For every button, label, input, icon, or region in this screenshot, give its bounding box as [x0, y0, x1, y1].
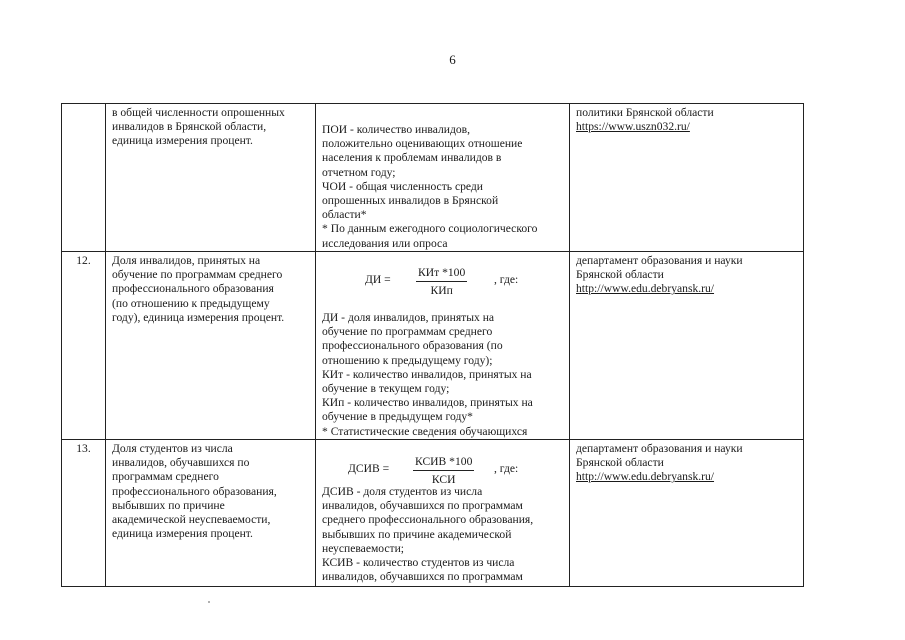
method-line: ДИ - доля инвалидов, принятых на	[322, 311, 495, 324]
indicators-table	[61, 103, 804, 587]
indicator-line: Доля студентов из числа	[112, 442, 233, 455]
formula-lhs: ДСИВ =	[348, 462, 390, 475]
formula-lhs: ДИ =	[365, 273, 391, 286]
method-cell	[322, 123, 537, 251]
formula-fraction	[416, 266, 467, 298]
method-line: КИт - количество инвалидов, принятых на	[322, 367, 532, 381]
source-line: департамент образования и науки	[576, 254, 743, 267]
method-cell	[322, 311, 533, 439]
method-line: обучение в предыдущем году*	[322, 410, 473, 424]
page-number: 6	[449, 52, 456, 67]
method-line: выбывших по причине академической	[322, 527, 512, 541]
indicator-line: единица измерения процент.	[112, 134, 253, 148]
scan-speck	[208, 601, 210, 603]
source-line: Брянской области	[576, 456, 664, 470]
indicator-cell	[112, 442, 277, 541]
method-line: населения к проблемам инвалидов в	[322, 151, 502, 165]
table-border-top	[61, 103, 804, 104]
indicator-line: выбывших по причине	[112, 498, 225, 512]
source-link[interactable]: https://www.uszn032.ru/	[576, 120, 690, 134]
method-line: ДСИВ - доля студентов из числа	[322, 485, 483, 498]
row-number: 12.	[76, 254, 91, 267]
formula-suffix: , где:	[494, 273, 519, 286]
row-divider	[61, 439, 804, 440]
method-line: ПОИ - количество инвалидов,	[322, 123, 471, 136]
method-line: положительно оценивающих отношение	[322, 137, 523, 151]
method-line: ЧОИ - общая численность среди	[322, 179, 483, 193]
indicator-cell	[112, 254, 284, 325]
column-divider	[105, 103, 106, 587]
row-number: 13.	[76, 442, 91, 455]
source-link[interactable]: http://www.edu.debryansk.ru/	[576, 282, 715, 296]
method-cell	[322, 485, 533, 584]
method-line: исследования или опроса	[322, 236, 448, 250]
method-line: инвалидов, обучавшихся по программам	[322, 499, 523, 513]
column-divider	[569, 103, 570, 587]
indicator-line: единица измерения процент.	[112, 527, 253, 541]
formula-denominator: КИп	[430, 284, 453, 297]
source-line: департамент образования и науки	[576, 442, 743, 455]
method-line: области*	[322, 208, 367, 222]
method-line: профессионального образования (по	[322, 339, 503, 353]
indicator-line: инвалидов, обучавшихся по	[112, 456, 250, 470]
indicator-cell	[112, 106, 285, 149]
method-line: инвалидов, обучавшихся по программам	[322, 570, 523, 584]
indicator-line: академической неуспеваемости,	[112, 513, 271, 527]
method-line: отношению к предыдущему году);	[322, 353, 493, 367]
method-line: обучение по программам среднего	[322, 325, 493, 339]
source-cell	[576, 254, 743, 297]
indicator-line: профессионального образования	[112, 282, 274, 296]
source-cell	[576, 106, 714, 134]
method-line: * Статистические сведения обучающихся	[322, 424, 528, 438]
method-line: * По данным ежегодного социологического	[322, 222, 538, 236]
formula-numerator: КИт *100	[416, 266, 467, 282]
indicator-line: (по отношению к предыдущему	[112, 296, 270, 310]
formula-numerator: КСИВ *100	[413, 455, 474, 471]
method-line: опрошенных инвалидов в Брянской	[322, 194, 499, 208]
source-cell	[576, 442, 743, 485]
indicator-line: обучение по программам среднего	[112, 268, 283, 282]
indicator-line: в общей численности опрошенных	[112, 106, 285, 119]
method-line: неуспеваемости;	[322, 541, 405, 555]
method-line: обучение в текущем году;	[322, 382, 450, 396]
column-divider	[803, 103, 804, 587]
formula-denominator: КСИ	[431, 473, 456, 486]
column-divider	[61, 103, 62, 587]
indicator-line: году), единица измерения процент.	[112, 310, 285, 324]
formula-suffix: , где:	[494, 462, 519, 475]
method-line: отчетном году;	[322, 165, 396, 179]
column-divider	[315, 103, 316, 587]
indicator-line: программам среднего	[112, 470, 219, 484]
source-line: политики Брянской области	[576, 106, 714, 119]
indicator-line: профессионального образования,	[112, 484, 277, 498]
method-line: КИп - количество инвалидов, принятых на	[322, 396, 533, 410]
source-link[interactable]: http://www.edu.debryansk.ru/	[576, 470, 715, 484]
formula-fraction	[413, 455, 474, 487]
method-line: среднего профессионального образования,	[322, 513, 534, 527]
table-border-bottom	[61, 586, 804, 587]
method-line: КСИВ - количество студентов из числа	[322, 556, 515, 570]
source-line: Брянской области	[576, 268, 664, 282]
row-divider	[61, 251, 804, 252]
indicator-line: Доля инвалидов, принятых на	[112, 254, 261, 267]
indicator-line: инвалидов в Брянской области,	[112, 120, 267, 134]
